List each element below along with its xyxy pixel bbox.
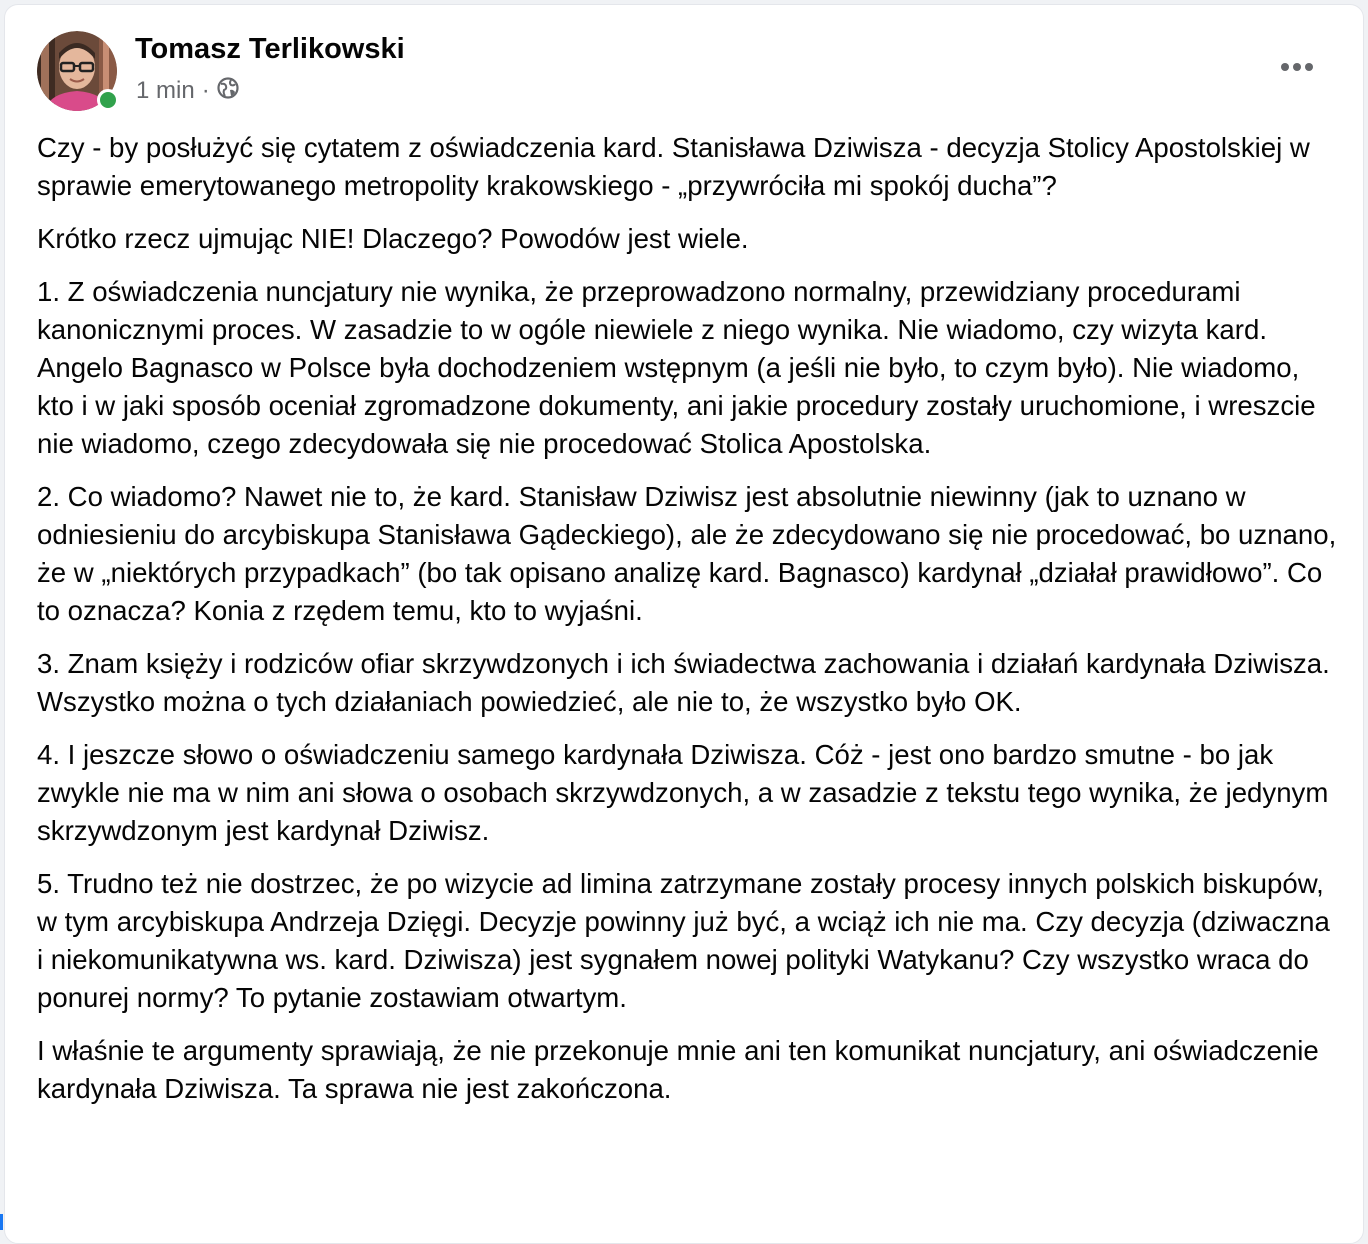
- post-text: [37, 129, 1343, 1123]
- more-options-button[interactable]: [1275, 45, 1319, 89]
- post-paragraph: Krótko rzecz ujmując NIE! Dlaczego? Powodów jest wiele.: [37, 223, 749, 254]
- author-name[interactable]: Tomasz Terlikowski: [135, 33, 405, 65]
- post-paragraph: 3. Znam księży i rodziców ofiar skrzywdzonych i ich świadectwa zachowania i działań kardynała Dziwisza. Wszystko można o tych działaniach powiedzieć, ale nie to, że wszystko było OK.: [37, 648, 1330, 717]
- post-card: [4, 4, 1364, 1244]
- post-header: [5, 5, 1363, 125]
- selection-accent: [0, 1214, 3, 1230]
- post-paragraph: 4. I jeszcze słowo o oświadczeniu samego kardynała Dziwisza. Cóż - jest ono bardzo smutne - bo jak zwykle nie ma w nim ani słowa o osobach skrzywdzonych, a w zasadzie z tekstu tego wynika, że jedynym skrzywdzonym jest kardynał Dziwisz.: [37, 739, 1329, 846]
- post-paragraph: 2. Co wiadomo? Nawet nie to, że kard. Stanisław Dziwisz jest absolutnie niewinny (jak to uznano w odniesieniu do arcybiskupa Stanisława Gądeckiego), ale że zdecydowano się nie procedować, bo uznano, że w „niektórych przypadkach” (bo tak opisano analizę kard. Bagnasco) kardynał „działał prawidłowo”. Co to oznacza? Konia z rzędem temu, kto to wyjaśni.: [37, 481, 1337, 626]
- post-meta: [136, 77, 240, 105]
- globe-icon[interactable]: [216, 76, 240, 100]
- post-paragraph: 5. Trudno też nie dostrzec, że po wizycie ad limina zatrzymane zostały procesy innych polskich biskupów, w tym arcybiskupa Andrzeja Dzięgi. Decyzje powinny już być, a wciąż ich nie ma. Czy decyzja (dziwaczna i niekomunikatywna ws. kard. Dziwisza) jest sygnałem nowej polityki Watykanu? Czy wszystko wraca do ponurej normy? To pytanie zostawiam otwartym.: [37, 868, 1330, 1013]
- avatar[interactable]: [37, 31, 117, 111]
- meta-separator: ·: [201, 77, 210, 104]
- post-paragraph: I właśnie te argumenty sprawiają, że nie przekonuje mnie ani ten komunikat nuncjatury, ani oświadczenie kardynała Dziwisza. Ta sprawa nie jest zakończona.: [37, 1035, 1319, 1104]
- post-paragraph: 1. Z oświadczenia nuncjatury nie wynika, że przeprowadzono normalny, przewidziany procedurami kanonicznymi proces. W zasadzie to w ogóle niewiele z niego wynika. Nie wiadomo, czy wizyta kard. Angelo Bagnasco w Polsce była dochodzeniem wstępnym (a jeśli nie było, to czym było). Nie wiadomo, kto i w jaki sposób oceniał zgromadzone dokumenty, ani jakie procedury zostały uruchomione, i wreszcie nie wiadomo, czego zdecydowała się nie procedować Stolica Apostolska.: [37, 276, 1316, 459]
- online-status-indicator: [97, 89, 119, 111]
- post-paragraph: Czy - by posłużyć się cytatem z oświadczenia kard. Stanisława Dziwisza - decyzja Stolicy Apostolskiej w sprawie emerytowanego metropolity krakowskiego - „przywróciła mi spokój ducha”?: [37, 132, 1310, 201]
- post-timestamp[interactable]: 1 min: [136, 77, 195, 104]
- more-horizontal-icon: [1280, 62, 1314, 72]
